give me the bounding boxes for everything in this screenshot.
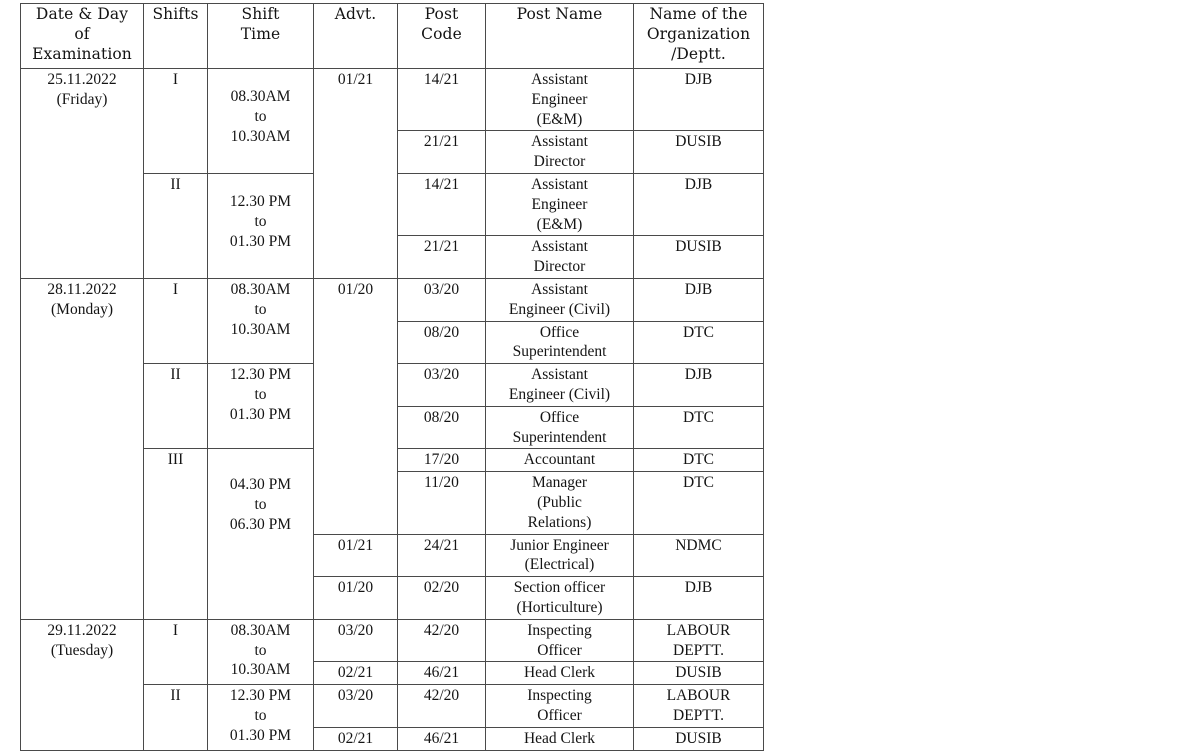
column-header-advt bbox=[314, 4, 398, 69]
post-name-line-1: Office bbox=[539, 408, 580, 426]
post-name-line-1: Assistant bbox=[531, 238, 588, 256]
cell-post-code bbox=[398, 173, 486, 235]
cell-organization bbox=[634, 534, 764, 577]
cell-shift-time bbox=[208, 278, 314, 363]
cell-post-code bbox=[398, 364, 486, 407]
cell-post-name bbox=[486, 619, 634, 662]
cell-date-day bbox=[21, 619, 144, 750]
cell-post-code bbox=[398, 685, 486, 728]
cell-date-day bbox=[21, 69, 144, 279]
cell-post-name bbox=[486, 449, 634, 472]
cell-post-name bbox=[486, 685, 634, 728]
post-code-value: 08/20 bbox=[423, 323, 460, 341]
cell-organization bbox=[634, 321, 764, 364]
post-code-value: 02/20 bbox=[423, 579, 460, 597]
shift-time-line-1: 08.30AM bbox=[230, 280, 291, 298]
cell-post-code bbox=[398, 472, 486, 534]
column-header-date-day-of-examination bbox=[21, 4, 144, 69]
cell-post-name bbox=[486, 69, 634, 131]
cell-post-name bbox=[486, 236, 634, 279]
shift-time-line-3: 10.30AM bbox=[230, 661, 291, 679]
post-code-value: 21/21 bbox=[423, 133, 460, 151]
organization-line-1: LABOUR bbox=[666, 687, 731, 705]
shift-value: I bbox=[172, 71, 179, 88]
post-name-line-3: Relations) bbox=[527, 513, 592, 531]
organization-value: DTC bbox=[683, 323, 714, 341]
date-value: 25.11.2022 bbox=[47, 71, 117, 88]
cell-shift-time bbox=[208, 364, 314, 449]
organization-value: DJB bbox=[684, 71, 713, 88]
organization-value: NDMC bbox=[675, 536, 722, 554]
header-line-1: Name of the bbox=[649, 5, 748, 23]
shift-time-line-3: 01.30 PM bbox=[229, 405, 292, 423]
header-shifts-text: Shifts bbox=[152, 5, 199, 23]
cell-post-name bbox=[486, 406, 634, 449]
shift-time-line-3: 01.30 PM bbox=[229, 726, 292, 744]
cell-date-day bbox=[21, 278, 144, 619]
cell-post-code bbox=[398, 577, 486, 620]
cell-shift bbox=[144, 449, 208, 619]
shift-time-line-1: 12.30 PM bbox=[229, 687, 292, 705]
cell-shift bbox=[144, 173, 208, 278]
cell-post-name bbox=[486, 321, 634, 364]
cell-post-name bbox=[486, 173, 634, 235]
cell-shift-time bbox=[208, 449, 314, 619]
cell-post-name bbox=[486, 472, 634, 534]
organization-value: DTC bbox=[683, 474, 714, 492]
advt-value: 01/20 bbox=[337, 579, 374, 597]
cell-advt bbox=[314, 619, 398, 662]
post-name-line-1: Manager bbox=[531, 474, 588, 492]
shift-time-line-2: to bbox=[254, 385, 267, 403]
organization-value: DTC bbox=[683, 408, 714, 426]
shift-time-line-1: 12.30 PM bbox=[229, 366, 292, 384]
post-code-value: 21/21 bbox=[423, 238, 460, 256]
cell-organization bbox=[634, 69, 764, 131]
post-name-line-1: Junior Engineer bbox=[510, 536, 609, 554]
advt-value: 01/21 bbox=[337, 71, 374, 88]
cell-shift-time bbox=[208, 685, 314, 750]
header-line-1: Post bbox=[424, 5, 459, 23]
post-code-value: 08/20 bbox=[423, 408, 460, 426]
advt-value: 03/20 bbox=[337, 621, 374, 639]
shift-value: I bbox=[172, 280, 179, 298]
cell-post-name bbox=[486, 534, 634, 577]
organization-line-1: LABOUR bbox=[666, 621, 731, 639]
post-name-line-1: Assistant bbox=[531, 175, 588, 193]
post-name-line-1: Assistant bbox=[531, 71, 588, 88]
day-value: (Friday) bbox=[56, 90, 108, 108]
cell-advt bbox=[314, 69, 398, 279]
cell-organization bbox=[634, 236, 764, 279]
advt-value: 03/20 bbox=[337, 687, 374, 705]
post-name-line-2: Officer bbox=[537, 706, 582, 724]
header-advt-text: Advt. bbox=[334, 5, 377, 23]
cell-post-code bbox=[398, 131, 486, 174]
post-code-value: 14/21 bbox=[423, 175, 460, 193]
post-code-value: 24/21 bbox=[423, 536, 460, 554]
shift-value: II bbox=[170, 175, 181, 193]
date-value: 28.11.2022 bbox=[47, 280, 117, 298]
advt-value: 01/21 bbox=[337, 536, 374, 554]
post-code-value: 42/20 bbox=[423, 687, 460, 705]
post-name-line-1: Head Clerk bbox=[523, 729, 595, 747]
cell-organization bbox=[634, 131, 764, 174]
cell-post-code bbox=[398, 69, 486, 131]
organization-value: DUSIB bbox=[675, 729, 722, 747]
shift-time-line-2: to bbox=[254, 300, 267, 318]
cell-shift bbox=[144, 69, 208, 174]
header-line-2: Time bbox=[240, 24, 281, 43]
organization-value: DTC bbox=[683, 451, 714, 469]
post-code-value: 42/20 bbox=[423, 621, 460, 639]
shift-value: II bbox=[170, 366, 181, 384]
cell-post-code bbox=[398, 278, 486, 321]
cell-organization bbox=[634, 577, 764, 620]
post-name-line-1: Section officer bbox=[513, 579, 606, 597]
day-value: (Monday) bbox=[51, 300, 113, 318]
organization-value: DJB bbox=[684, 280, 713, 298]
post-code-value: 46/21 bbox=[423, 664, 460, 682]
cell-shift bbox=[144, 619, 208, 684]
cell-shift-time bbox=[208, 69, 314, 174]
table-body bbox=[21, 69, 764, 751]
cell-post-code bbox=[398, 662, 486, 685]
column-header-shifts bbox=[144, 4, 208, 69]
post-name-line-2: Director bbox=[533, 153, 586, 171]
cell-post-code bbox=[398, 727, 486, 750]
header-post-name-text: Post Name bbox=[516, 5, 603, 23]
header-line-3: Examination bbox=[32, 44, 132, 63]
examination-schedule-table bbox=[20, 3, 764, 751]
post-name-line-2: Engineer bbox=[531, 195, 588, 213]
column-header-post-code bbox=[398, 4, 486, 69]
header-line-3: /Deptt. bbox=[671, 44, 726, 63]
cell-shift bbox=[144, 685, 208, 750]
post-name-line-2: Engineer (Civil) bbox=[508, 385, 611, 403]
cell-post-name bbox=[486, 131, 634, 174]
shift-value: I bbox=[172, 621, 179, 639]
cell-post-name bbox=[486, 727, 634, 750]
post-name-line-1: Office bbox=[539, 323, 580, 341]
post-name-line-1: Assistant bbox=[531, 280, 588, 298]
post-name-line-3: (E&M) bbox=[536, 215, 583, 233]
post-name-line-2: (Horticulture) bbox=[516, 598, 603, 616]
cell-post-code bbox=[398, 449, 486, 472]
cell-advt bbox=[314, 534, 398, 577]
post-name-line-3: (E&M) bbox=[536, 110, 583, 128]
organization-line-2: DEPTT. bbox=[673, 706, 724, 724]
post-name-line-1: Head Clerk bbox=[523, 664, 595, 682]
table-row bbox=[21, 278, 764, 321]
post-name-line-2: Engineer bbox=[531, 90, 588, 108]
shift-time-line-1: 08.30AM bbox=[230, 88, 291, 105]
shift-time-line-2: to bbox=[254, 496, 267, 514]
organization-value: DUSIB bbox=[675, 664, 722, 682]
cell-organization bbox=[634, 449, 764, 472]
post-code-value: 03/20 bbox=[423, 280, 460, 298]
advt-value: 02/21 bbox=[337, 729, 374, 747]
column-header-organization bbox=[634, 4, 764, 69]
cell-advt bbox=[314, 727, 398, 750]
table-header-row bbox=[21, 4, 764, 69]
cell-post-code bbox=[398, 406, 486, 449]
day-value: (Tuesday) bbox=[50, 641, 114, 659]
shift-time-line-3: 01.30 PM bbox=[229, 232, 292, 250]
cell-shift-time bbox=[208, 619, 314, 684]
advt-value: 01/20 bbox=[337, 280, 374, 298]
shift-time-line-1: 04.30 PM bbox=[229, 476, 292, 494]
shift-time-line-1: 12.30 PM bbox=[229, 192, 292, 210]
post-code-value: 17/20 bbox=[423, 451, 460, 469]
cell-advt bbox=[314, 577, 398, 620]
header-line-2: of bbox=[74, 24, 90, 43]
cell-organization bbox=[634, 364, 764, 407]
post-name-line-2: Engineer (Civil) bbox=[508, 300, 611, 318]
cell-post-code bbox=[398, 619, 486, 662]
cell-organization bbox=[634, 662, 764, 685]
post-name-line-1: Inspecting bbox=[527, 621, 592, 639]
shift-time-line-3: 10.30AM bbox=[230, 127, 291, 145]
post-name-line-1: Assistant bbox=[531, 366, 588, 384]
shift-value: II bbox=[170, 687, 181, 705]
post-name-line-2: Director bbox=[533, 258, 586, 276]
column-header-shift-time bbox=[208, 4, 314, 69]
shift-time-line-2: to bbox=[254, 107, 267, 125]
cell-organization bbox=[634, 173, 764, 235]
header-line-1: Shift bbox=[241, 5, 280, 23]
cell-shift bbox=[144, 278, 208, 363]
table-row bbox=[21, 619, 764, 662]
post-code-value: 11/20 bbox=[424, 474, 459, 492]
shift-time-line-2: to bbox=[254, 212, 267, 230]
post-name-line-2: Superintendent bbox=[512, 428, 607, 446]
cell-organization bbox=[634, 727, 764, 750]
cell-post-name bbox=[486, 577, 634, 620]
cell-advt bbox=[314, 685, 398, 728]
cell-post-name bbox=[486, 662, 634, 685]
cell-organization bbox=[634, 619, 764, 662]
post-name-line-1: Assistant bbox=[531, 133, 588, 151]
post-name-line-1: Accountant bbox=[523, 451, 596, 469]
header-line-2: Organization bbox=[646, 24, 751, 43]
cell-advt bbox=[314, 662, 398, 685]
cell-organization bbox=[634, 685, 764, 728]
cell-post-code bbox=[398, 534, 486, 577]
organization-line-2: DEPTT. bbox=[673, 641, 724, 659]
cell-post-name bbox=[486, 278, 634, 321]
header-line-2: Code bbox=[421, 24, 462, 43]
shift-time-line-2: to bbox=[254, 706, 267, 724]
cell-advt bbox=[314, 278, 398, 534]
post-name-line-2: (Electrical) bbox=[524, 556, 595, 574]
post-code-value: 03/20 bbox=[423, 366, 460, 384]
cell-organization bbox=[634, 278, 764, 321]
header-line-1: Date & Day bbox=[35, 5, 129, 23]
post-name-line-2: Superintendent bbox=[512, 343, 607, 361]
cell-organization bbox=[634, 406, 764, 449]
shift-time-line-2: to bbox=[254, 641, 267, 659]
organization-value: DJB bbox=[684, 175, 713, 193]
cell-post-name bbox=[486, 364, 634, 407]
post-name-line-1: Inspecting bbox=[527, 687, 592, 705]
advt-value: 02/21 bbox=[337, 664, 374, 682]
cell-post-code bbox=[398, 236, 486, 279]
organization-value: DJB bbox=[684, 366, 713, 384]
post-name-line-2: Officer bbox=[537, 641, 582, 659]
shift-value: III bbox=[167, 451, 184, 469]
organization-value: DUSIB bbox=[675, 238, 722, 256]
post-code-value: 46/21 bbox=[423, 729, 460, 747]
organization-value: DJB bbox=[684, 579, 713, 597]
cell-organization bbox=[634, 472, 764, 534]
table-row bbox=[21, 69, 764, 131]
cell-post-code bbox=[398, 321, 486, 364]
post-code-value: 14/21 bbox=[423, 71, 460, 88]
organization-value: DUSIB bbox=[675, 133, 722, 151]
date-value: 29.11.2022 bbox=[47, 621, 117, 639]
table-header bbox=[21, 4, 764, 69]
column-header-post-name bbox=[486, 4, 634, 69]
post-name-line-2: (Public bbox=[537, 493, 582, 511]
shift-time-line-3: 10.30AM bbox=[230, 320, 291, 338]
cell-shift-time bbox=[208, 173, 314, 278]
shift-time-line-3: 06.30 PM bbox=[229, 515, 292, 533]
cell-shift bbox=[144, 364, 208, 449]
shift-time-line-1: 08.30AM bbox=[230, 621, 291, 639]
